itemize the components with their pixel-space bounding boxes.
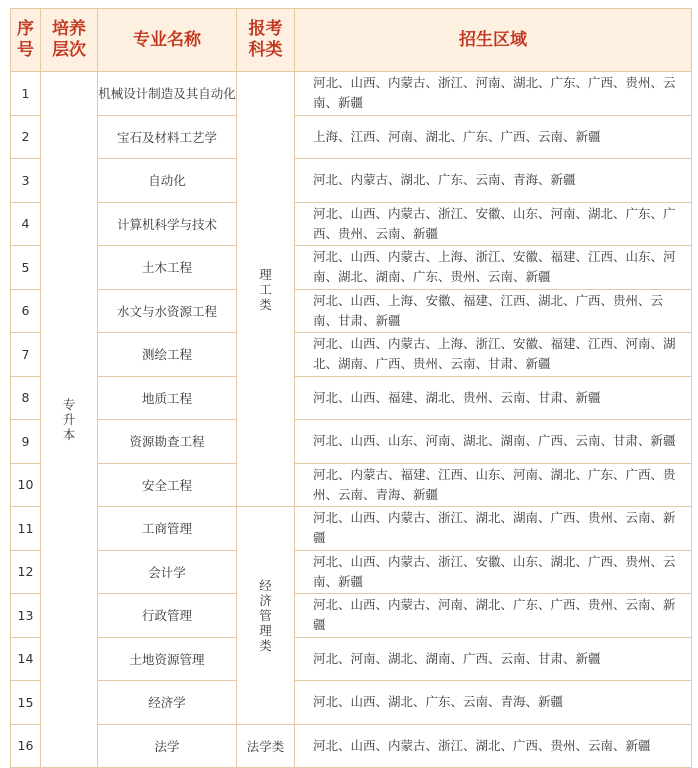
level-cell: 专升本 [41,72,98,768]
category-cell: 法学类 [237,724,295,768]
header-row [11,9,692,72]
header-major: 专业名称 [98,9,237,72]
major-name: 土木工程 [98,246,237,290]
region-list: 河北、山西、湖北、广东、云南、青海、新疆 [295,681,692,725]
row-number: 12 [11,550,41,594]
region-list: 河北、内蒙古、福建、江西、山东、河南、湖北、广东、广西、贵州、云南、青海、新疆 [295,463,692,507]
table-row [11,115,692,159]
major-name: 会计学 [98,550,237,594]
major-name: 地质工程 [98,376,237,420]
row-number: 13 [11,594,41,638]
row-number: 4 [11,202,41,246]
table-row [11,637,692,681]
region-list: 河北、山西、上海、安徽、福建、江西、湖北、广西、贵州、云南、甘肃、新疆 [295,289,692,333]
major-name: 机械设计制造及其自动化 [98,72,237,116]
major-name: 宝石及材料工艺学 [98,115,237,159]
table-row [11,594,692,638]
table-row [11,202,692,246]
header-category: 报考科类 [237,9,295,72]
row-number: 9 [11,420,41,464]
region-list: 河北、山西、福建、湖北、贵州、云南、甘肃、新疆 [295,376,692,420]
region-list: 河北、河南、湖北、湖南、广西、云南、甘肃、新疆 [295,637,692,681]
region-list: 河北、山西、内蒙古、浙江、安徽、山东、河南、湖北、广东、广西、贵州、云南、新疆 [295,202,692,246]
major-name: 水文与水资源工程 [98,289,237,333]
major-name: 工商管理 [98,507,237,551]
row-number: 15 [11,681,41,725]
major-name: 自动化 [98,159,237,203]
row-number: 16 [11,724,41,768]
category-cell: 理工类 [237,72,295,507]
major-name: 计算机科学与技术 [98,202,237,246]
table-row [11,159,692,203]
row-number: 3 [11,159,41,203]
major-name: 安全工程 [98,463,237,507]
row-number: 6 [11,289,41,333]
row-number: 1 [11,72,41,116]
region-list: 河北、内蒙古、湖北、广东、云南、青海、新疆 [295,159,692,203]
major-name: 经济学 [98,681,237,725]
category-cell: 经济管理类 [237,507,295,725]
region-list: 河北、山西、内蒙古、浙江、湖北、湖南、广西、贵州、云南、新疆 [295,507,692,551]
table-row [11,333,692,377]
region-list: 河北、山西、内蒙古、河南、湖北、广东、广西、贵州、云南、新疆 [295,594,692,638]
table-row [11,463,692,507]
table-row [11,376,692,420]
region-list: 河北、山西、内蒙古、上海、浙江、安徽、福建、江西、山东、河南、湖北、湖南、广东、贵州、云南、新疆 [295,246,692,290]
row-number: 5 [11,246,41,290]
row-number: 11 [11,507,41,551]
row-number: 14 [11,637,41,681]
major-name: 行政管理 [98,594,237,638]
region-list: 河北、山西、内蒙古、浙江、湖北、广西、贵州、云南、新疆 [295,724,692,768]
major-name: 土地资源管理 [98,637,237,681]
region-list: 河北、山西、山东、河南、湖北、湖南、广西、云南、甘肃、新疆 [295,420,692,464]
header-level: 培养层次 [41,9,98,72]
table-row [11,246,692,290]
region-list: 河北、山西、内蒙古、浙江、安徽、山东、湖北、广西、贵州、云南、新疆 [295,550,692,594]
table-row [11,507,692,551]
table-row [11,681,692,725]
region-list: 河北、山西、内蒙古、浙江、河南、湖北、广东、广西、贵州、云南、新疆 [295,72,692,116]
table-row [11,724,692,768]
header-seq: 序号 [11,9,41,72]
region-list: 河北、山西、内蒙古、上海、浙江、安徽、福建、江西、河南、湖北、湖南、广西、贵州、云南、甘肃、新疆 [295,333,692,377]
major-name: 测绘工程 [98,333,237,377]
row-number: 10 [11,463,41,507]
header-region: 招生区域 [295,9,692,72]
table-row [11,550,692,594]
enrollment-table [10,8,692,768]
table-row [11,72,692,116]
major-name: 资源勘查工程 [98,420,237,464]
table-row [11,289,692,333]
row-number: 2 [11,115,41,159]
row-number: 8 [11,376,41,420]
major-name: 法学 [98,724,237,768]
table-row [11,420,692,464]
row-number: 7 [11,333,41,377]
region-list: 上海、江西、河南、湖北、广东、广西、云南、新疆 [295,115,692,159]
